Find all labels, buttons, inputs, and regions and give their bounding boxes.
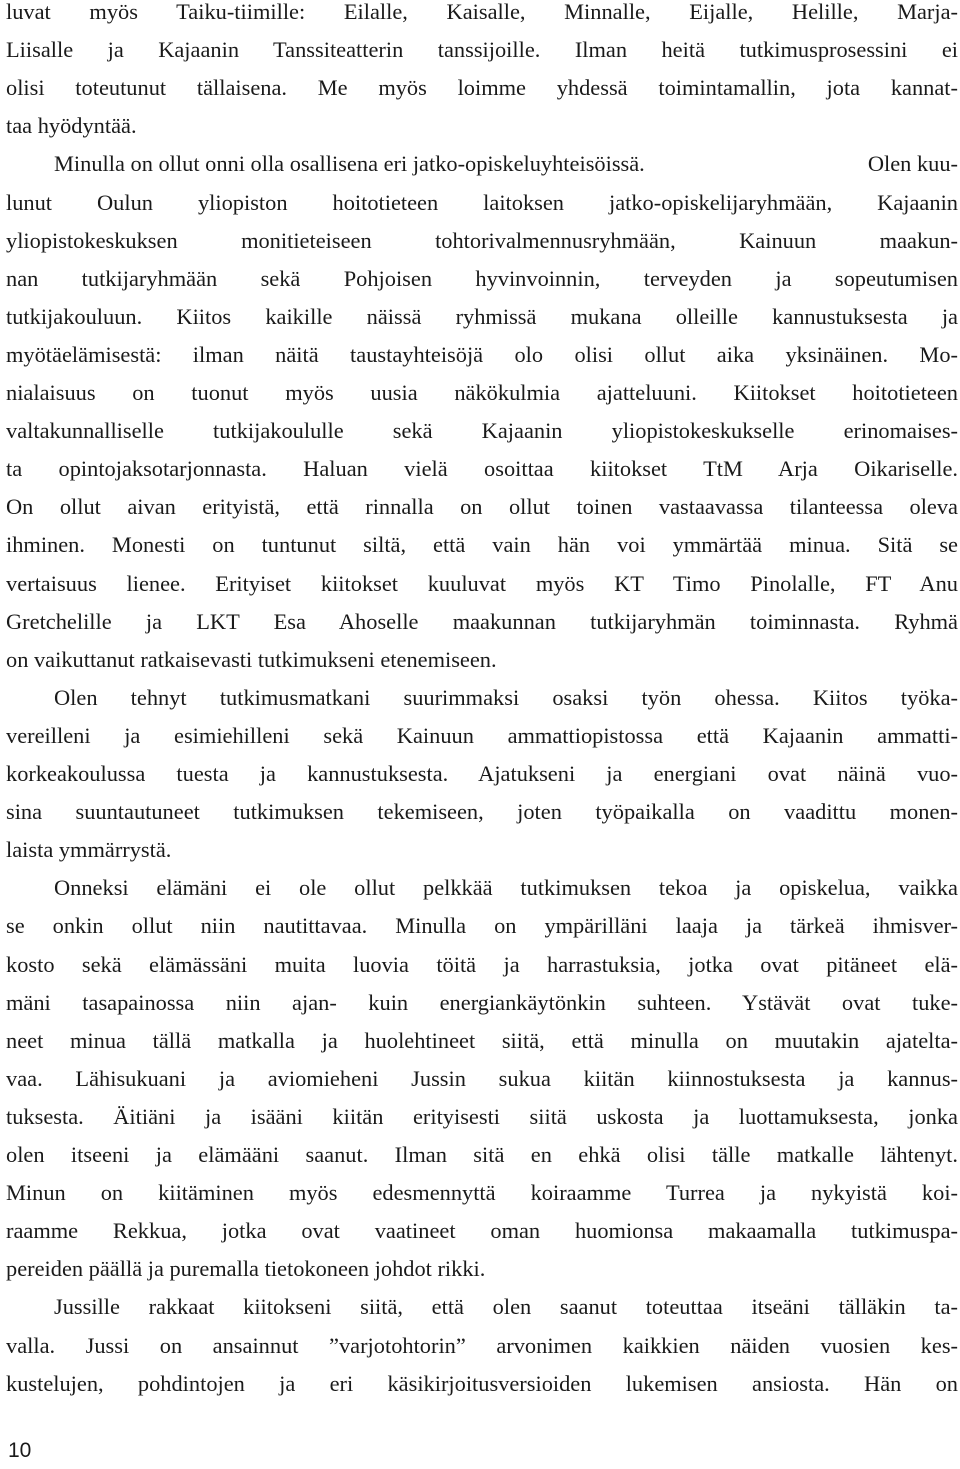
text-line: Minun on kiitäminen myös edesmennyttä koiraamme Turrea ja nykyistä koi-	[6, 1180, 958, 1206]
text-line-main: Minulla on ollut onni olla osallisena eri jatko-opiskeluyhteisöissä.	[54, 151, 645, 177]
text-line: Liisalle ja Kajaanin Tanssiteatterin tanssijoille. Ilman heitä tutkimusprosessini ei	[6, 37, 958, 63]
text-line: kosto sekä elämässäni muita luovia töitä ja harrastuksia, jotka ovat pitäneet elä-	[6, 951, 958, 977]
text-line: on vaikuttanut ratkaisevasti tutkimukseni etenemiseen.	[6, 646, 497, 672]
text-line: Onneksi elämäni ei ole ollut pelkkää tutkimuksen tekoa ja opiskelua, vaikka	[54, 875, 958, 901]
text-line: ihminen. Monesti on tuntunut siltä, että vain hän voi ymmärtää minua. Sitä se	[6, 532, 958, 558]
text-line: mäni tasapainossa niin ajan- kuin energiankäytönkin suhteen. Ystävät ovat tuke-	[6, 989, 958, 1015]
text-line: nialaisuus on tuonut myös uusia näkökulmia ajatteluuni. Kiitokset hoitotieteen	[6, 380, 958, 405]
text-line	[54, 145, 958, 183]
text-line: se onkin ollut niin nautittavaa. Minulla on ympärilläni laaja ja tärkeä ihmisver-	[6, 913, 958, 939]
text-line: myötäelämisestä: ilman näitä taustayhteisöjä olo olisi ollut aika yksinäinen. Mo-	[6, 341, 958, 367]
text-line: vereilleni ja esimiehilleni sekä Kainuun ammattiopistossa että Kajaanin ammatti-	[6, 722, 958, 748]
text-line: nan tutkijaryhmään sekä Pohjoisen hyvinvoinnin, terveyden ja sopeutumisen	[6, 265, 958, 291]
text-line: valtakunnalliselle tutkijakoululle sekä Kajaanin yliopistokeskukselle erinomaises-	[6, 418, 958, 444]
text-line: pereiden päällä ja puremalla tietokoneen johdot rikki.	[6, 1256, 486, 1282]
text-line: Jussille rakkaat kiitokseni siitä, että olen saanut toteuttaa itseäni tälläkin ta-	[54, 1294, 958, 1320]
text-line: olen itseeni ja elämääni saanut. Ilman sitä en ehkä olisi tälle matkalle lähtenyt.	[6, 1142, 958, 1167]
text-line: luvat myös Taiku-tiimille: Eilalle, Kaisalle, Minnalle, Eijalle, Helille, Marja-	[6, 0, 958, 24]
text-line: kustelujen, pohdintojen ja eri käsikirjoitusversioiden lukemisen ansiosta. Hän on	[6, 1370, 958, 1396]
text-line: vertaisuus lienee. Erityiset kiitokset kuuluvat myös KT Timo Pinolalle, FT Anu	[6, 570, 958, 596]
text-line: taa hyödyntää.	[6, 113, 137, 139]
text-line: tuksesta. Äitiäni ja isääni kiitän erityisesti siitä uskosta ja luottamuksesta, jonka	[6, 1103, 958, 1129]
text-line: Olen tehnyt tutkimusmatkani suurimmaksi osaksi työn ohessa. Kiitos työka-	[54, 684, 958, 710]
text-line: vaa. Lähisukuani ja aviomieheni Jussin sukua kiitän kiinnostuksesta ja kannus-	[6, 1065, 958, 1091]
text-line: raamme Rekkua, jotka ovat vaatineet oman huomionsa makaamalla tutkimuspa-	[6, 1218, 958, 1244]
text-line: valla. Jussi on ansainnut ”varjotohtorin” arvonimen kaikkien näiden vuosien kes-	[6, 1332, 958, 1358]
text-line: neet minua tällä matkalla ja huolehtineet siitä, että minulla on muutakin ajatelta-	[6, 1027, 958, 1053]
text-line: sina suuntautuneet tutkimuksen tekemiseen, joten työpaikalla on vaadittu monen-	[6, 799, 958, 825]
text-line: On ollut aivan erityistä, että rinnalla on ollut toinen vastaavassa tilanteessa oleva	[6, 494, 958, 520]
text-line: olisi toteutunut tällaisena. Me myös loimme yhdessä toimintamallin, jota kannat-	[6, 75, 958, 101]
page-number: 10	[8, 1439, 32, 1462]
text-line: Gretchelille ja LKT Esa Ahoselle maakunnan tutkijaryhmän toiminnasta. Ryhmä	[6, 608, 958, 634]
text-line: laista ymmärrystä.	[6, 837, 172, 863]
text-line: lunut Oulun yliopiston hoitotieteen laitoksen jatko-opiskelijaryhmään, Kajaanin	[6, 189, 958, 215]
text-line: yliopistokeskuksen monitieteiseen tohtorivalmennusryhmään, Kainuun maakun-	[6, 227, 958, 253]
text-line-tail: Olen kuu-	[867, 151, 958, 177]
text-line: korkeakoulussa tuesta ja kannustuksesta. Ajatukseni ja energiani ovat näinä vuo-	[6, 761, 958, 786]
text-line: ta opintojaksotarjonnasta. Haluan vielä osoittaa kiitokset TtM Arja Oikariselle.	[6, 456, 958, 482]
text-line: tutkijakouluun. Kiitos kaikille näissä ryhmissä mukana olleille kannustuksesta ja	[6, 303, 958, 329]
